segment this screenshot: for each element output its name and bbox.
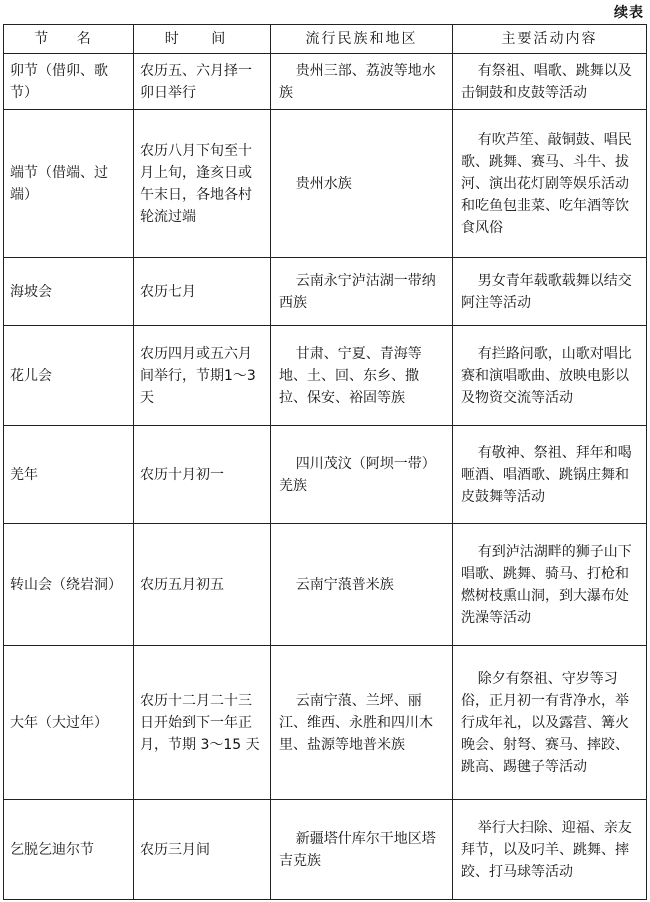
table-row	[4, 524, 647, 646]
region-cell: 云南宁蒗、兰坪、丽江、维西、永胜和四川木里、盐源等地普米族	[271, 646, 453, 800]
table-row	[4, 54, 647, 110]
time-cell: 农历七月	[134, 258, 271, 326]
region-cell: 甘肃、宁夏、青海等地、土、回、东乡、撒拉、保安、裕固等族	[271, 326, 453, 426]
festival-name-cell: 花儿会	[4, 326, 134, 426]
activities-cell: 除夕有祭祖、守岁等习俗，正月初一有背净水，举行成年礼，以及露营、篝火晚会、射弩、赛马、摔跤、跳高、踢毽子等活动	[453, 646, 647, 800]
festival-name-cell: 羌年	[4, 426, 134, 524]
table-row	[4, 258, 647, 326]
region-cell: 云南宁蒗普米族	[271, 524, 453, 646]
table-row	[4, 110, 647, 258]
activities-cell: 有拦路问歌，山歌对唱比赛和演唱歌曲、放映电影以及物资交流等活动	[453, 326, 647, 426]
festival-name-cell: 卯节（借卯、歌节）	[4, 54, 134, 110]
time-cell: 农历五月初五	[134, 524, 271, 646]
table-row	[4, 426, 647, 524]
activities-cell: 举行大扫除、迎福、亲友拜节，以及叼羊、跳舞、摔跤、打马球等活动	[453, 800, 647, 900]
region-cell: 贵州水族	[271, 110, 453, 258]
activities-cell: 男女青年载歌载舞以结交阿注等活动	[453, 258, 647, 326]
festival-table	[3, 24, 647, 900]
time-cell: 农历三月间	[134, 800, 271, 900]
table-header-row	[4, 25, 647, 54]
table-row	[4, 326, 647, 426]
time-cell: 农历四月或五六月间举行，节期1～3天	[134, 326, 271, 426]
festival-name-cell: 端节（借端、过端）	[4, 110, 134, 258]
header-time: 时 间	[134, 25, 271, 54]
activities-cell: 有到泸沽湖畔的狮子山下唱歌、跳舞、骑马、打枪和燃树枝熏山洞，到大瀑布处洗澡等活动	[453, 524, 647, 646]
header-region: 流行民族和地区	[271, 25, 453, 54]
festival-name-cell: 乞脱乞迪尔节	[4, 800, 134, 900]
festival-name-cell: 转山会（绕岩洞）	[4, 524, 134, 646]
header-festival-name: 节 名	[4, 25, 134, 54]
region-cell: 四川茂汶（阿坝一带）羌族	[271, 426, 453, 524]
festival-name-cell: 海坡会	[4, 258, 134, 326]
region-cell: 云南永宁泸沽湖一带纳西族	[271, 258, 453, 326]
festival-name-cell: 大年（大过年）	[4, 646, 134, 800]
time-cell: 农历五、六月择一卯日举行	[134, 54, 271, 110]
time-cell: 农历十月初一	[134, 426, 271, 524]
continued-table-label: 续表	[614, 5, 644, 21]
activities-cell: 有吹芦笙、敲铜鼓、唱民歌、跳舞、赛马、斗牛、拔河、演出花灯剧等娱乐活动和吃鱼包韭菜、吃年酒等饮食风俗	[453, 110, 647, 258]
region-cell: 新疆塔什库尔干地区塔吉克族	[271, 800, 453, 900]
table-row	[4, 800, 647, 900]
table-row	[4, 646, 647, 800]
time-cell: 农历十二月二十三日开始到下一年正月，节期 3～15 天	[134, 646, 271, 800]
header-activities: 主要活动内容	[453, 25, 647, 54]
activities-cell: 有祭祖、唱歌、跳舞以及击铜鼓和皮鼓等活动	[453, 54, 647, 110]
region-cell: 贵州三部、荔波等地水族	[271, 54, 453, 110]
time-cell: 农历八月下旬至十月上旬，逢亥日或午末日，各地各村轮流过端	[134, 110, 271, 258]
activities-cell: 有敬神、祭祖、拜年和喝咂酒、唱酒歌、跳锅庄舞和皮鼓舞等活动	[453, 426, 647, 524]
